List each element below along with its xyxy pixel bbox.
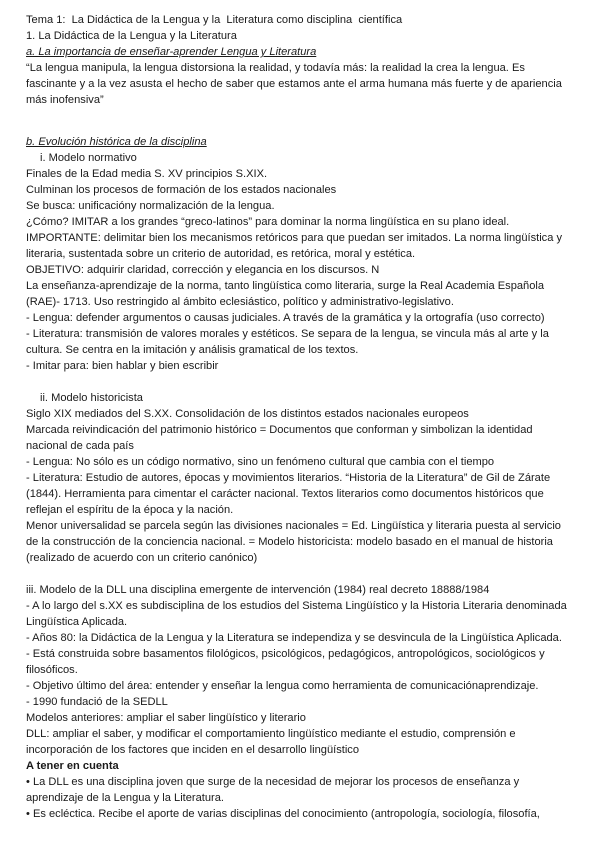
model-1-heading: i. Modelo normativo	[40, 152, 137, 164]
model-1-line: IMPORTANTE: delimitar bien los mecanismos retóricos para que puedan ser imitados. La norma lingüística y literaria, sustentada sobre un criterio de autoridad, es retórica, moral y estética.	[26, 232, 563, 260]
subsection-a-title: a. La importancia de enseñar-aprender Lengua y Literatura	[26, 46, 317, 58]
model-2-line: Menor universalidad se parcela según las divisiones nacionales = Ed. Lingüística y literaria puesta al servicio de la construcción de la conciencia nacional. = Modelo historicista: modelo basado en el manual de historia (realizado de acuerdo con un criterio canónico)	[26, 520, 561, 564]
model-1-line: ¿Cómo? IMITAR a los grandes “greco-latinos” para dominar la norma lingüística en su plano ideal.	[26, 216, 510, 228]
subsection-b-title: b. Evolución histórica de la disciplina	[26, 136, 207, 148]
model-3-line: - Está construida sobre basamentos filológicos, psicológicos, pedagógicos, antropológicos, sociológicos y filosóficos.	[26, 648, 545, 676]
model-3-line: - A lo largo del s.XX es subdisciplina de los estudios del Sistema Lingüístico y la Historia Literaria denominada Lingüística Aplicada.	[26, 600, 567, 628]
document-title: Tema 1: La Didáctica de la Lengua y la Literatura como disciplina científica	[26, 14, 403, 26]
model-1-line: Finales de la Edad media S. XV principios S.XIX.	[26, 168, 268, 180]
model-2-line: Marcada reivindicación del patrimonio histórico = Documentos que conforman y simbolizan la identidad nacional de cada país	[26, 424, 533, 452]
section-heading: 1. La Didáctica de la Lengua y la Literatura	[26, 30, 237, 42]
model-2-line: - Literatura: Estudio de autores, épocas y movimientos literarios. “Historia de la Literatura” de Gil de Zárate (1844). Herramienta para cimentar el carácter nacional. Textos literarios como documentos históricos que reflejan el espíritu de la época y la nación.	[26, 472, 551, 516]
model-1-line: - Literatura: transmisión de valores morales y estéticos. Se separa de la lengua, se vincula más al arte y la cultura. Se centra en la imitación y análisis gramatical de los textos.	[26, 328, 549, 356]
model-2-line: Siglo XIX mediados del S.XX. Consolidación de los distintos estados nacionales europeos	[26, 408, 469, 420]
model-1-line: Se busca: unificacióny normalización de la lengua.	[26, 200, 275, 212]
model-3-line: - 1990 fundació de la SEDLL	[26, 696, 168, 708]
model-1-line: La enseñanza-aprendizaje de la norma, tanto lingüística como literaria, surge la Real Academia Española (RAE)- 1713. Uso restringido al ámbito eclesiástico, político y administrativo-legislativo.	[26, 280, 545, 308]
quote-paragraph: “La lengua manipula, la lengua distorsiona la realidad, y todavía más: la realidad la crea la lengua. Es fascinante y a la vez asusta el hecho de saber que estamos ante el arma humana más fuerte y de apariencia más inofensiva”	[26, 62, 562, 106]
note-heading: A tener en cuenta	[26, 760, 119, 772]
model-3-line: Modelos anteriores: ampliar el saber lingüístico y literario	[26, 712, 306, 724]
model-1-line: Culminan los procesos de formación de los estados nacionales	[26, 184, 337, 196]
model-3-line: - Años 80: la Didáctica de la Lengua y la Literatura se independiza y se desvincula de la Lingüística Aplicada.	[26, 632, 562, 644]
note-bullet: • Es ecléctica. Recibe el aporte de varias disciplinas del conocimiento (antropología, sociología, filosofía,	[26, 808, 540, 820]
model-3-line: DLL: ampliar el saber, y modificar el comportamiento lingüístico mediante el estudio, comprensión e incorporación de los factores que inciden en el desarrollo lingüístico	[26, 728, 516, 756]
model-2-heading: ii. Modelo historicista	[40, 392, 143, 404]
model-2-line: - Lengua: No sólo es un código normativo, sino un fenómeno cultural que cambia con el tiempo	[26, 456, 495, 468]
model-1-line: - Imitar para: bien hablar y bien escribir	[26, 360, 219, 372]
model-3-heading: iii. Modelo de la DLL una disciplina emergente de intervención (1984) real decreto 18888/1984	[26, 584, 490, 596]
model-1-line: - Lengua: defender argumentos o causas judiciales. A través de la gramática y la ortografía (uso correcto)	[26, 312, 545, 324]
model-3-line: - Objetivo último del área: entender y enseñar la lengua como herramienta de comunicaciónaprendizaje.	[26, 680, 539, 692]
model-1-line: OBJETIVO: adquirir claridad, corrección y elegancia en los discursos. N	[26, 264, 380, 276]
note-bullet: • La DLL es una disciplina joven que surge de la necesidad de mejorar los procesos de enseñanza y aprendizaje de la Lengua y la Literatura.	[26, 776, 520, 804]
